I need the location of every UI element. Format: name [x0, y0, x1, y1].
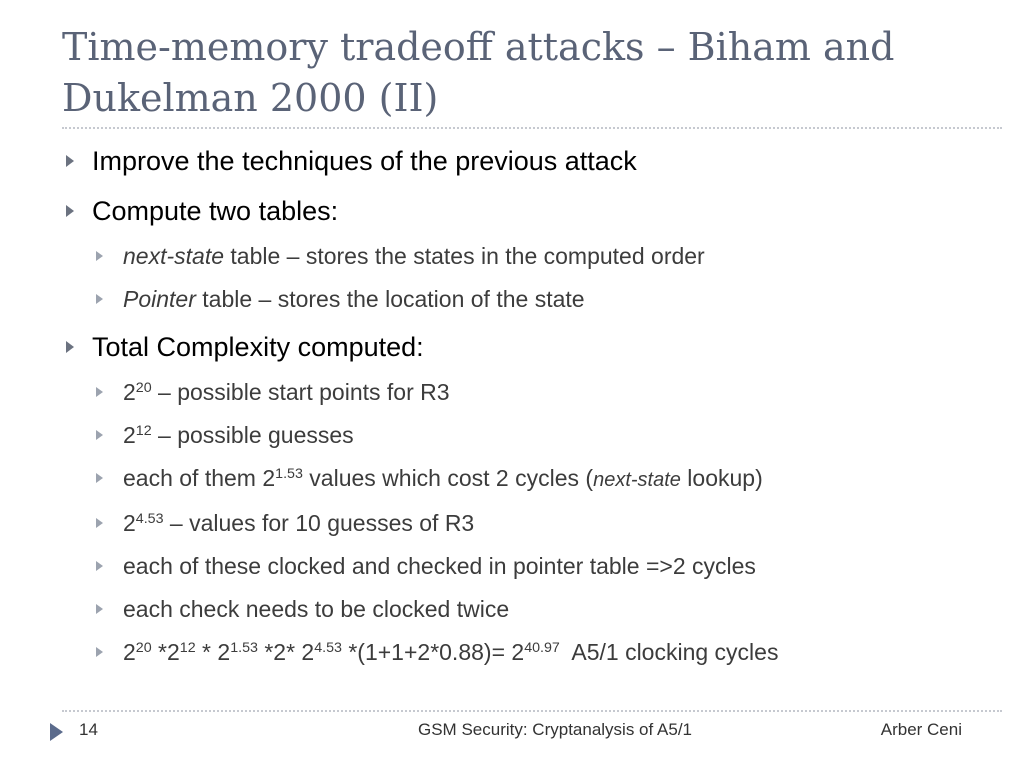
bullet-total-complexity: Total Complexity computed: — [62, 329, 1002, 365]
sub-bullet-pointer-table: Pointer table – stores the location of the state — [62, 284, 1002, 315]
bullet-triangle-icon — [66, 155, 74, 167]
bullet-triangle-icon — [66, 341, 74, 353]
sub-bullet-values-guesses: $2^{4.53}$ – values for 10 guesses of R3 — [62, 508, 1002, 539]
sub-bullet-formula: $2^{20}$ $*2^{12} * 2^{1.53}$ *2* $2^{4.53}$ $*(1+1+2*0.88)= 2^{40.97}$ A5/1 clocking cycles — [62, 637, 1002, 668]
sub-bullet-next-state-table: next-state table – stores the states in the computed order — [62, 241, 1002, 272]
title-line-2: Dukelman 2000 (II) — [62, 76, 439, 120]
sub-bullet-values-cost: each of them $2^{1.53}$ values which cost 2 cycles (next-state lookup) — [62, 463, 1002, 496]
footer-author: Arber Ceni — [880, 720, 962, 739]
footer-presentation-title: GSM Security: Cryptanalysis of A5/1 — [418, 720, 692, 739]
sub-bullet-triangle-icon — [96, 647, 103, 657]
slide-content — [62, 143, 1002, 668]
next-slide-arrow-icon[interactable] — [50, 723, 63, 741]
title-divider — [62, 127, 1002, 129]
bullet-compute-tables: Compute two tables: — [62, 193, 1002, 229]
sub-bullet-clocked-checked: each of these clocked and checked in pointer table =>2 cycles — [62, 551, 1002, 582]
footer-divider — [62, 710, 1002, 712]
sub-bullet-triangle-icon — [96, 294, 103, 304]
sub-bullet-triangle-icon — [96, 561, 103, 571]
slide-footer — [0, 704, 1024, 764]
sub-bullet-triangle-icon — [96, 604, 103, 614]
sub-bullet-possible-guesses: $2^{12}$ – possible guesses — [62, 420, 1002, 451]
bullet-improve-techniques: Improve the techniques of the previous attack — [62, 143, 1002, 179]
title-line-1: Time-memory tradeoff attacks – Biham and — [62, 25, 895, 69]
bullet-triangle-icon — [66, 205, 74, 217]
sub-bullet-triangle-icon — [96, 430, 103, 440]
sub-bullet-triangle-icon — [96, 251, 103, 261]
slide-title — [62, 22, 992, 124]
page-number: 14 — [79, 720, 98, 739]
sub-bullet-triangle-icon — [96, 518, 103, 528]
sub-bullet-triangle-icon — [96, 473, 103, 483]
sub-bullet-clocked-twice: each check needs to be clocked twice — [62, 594, 1002, 625]
sub-bullet-triangle-icon — [96, 387, 103, 397]
sub-bullet-start-points: $2^{20}$ – possible start points for R3 — [62, 377, 1002, 408]
